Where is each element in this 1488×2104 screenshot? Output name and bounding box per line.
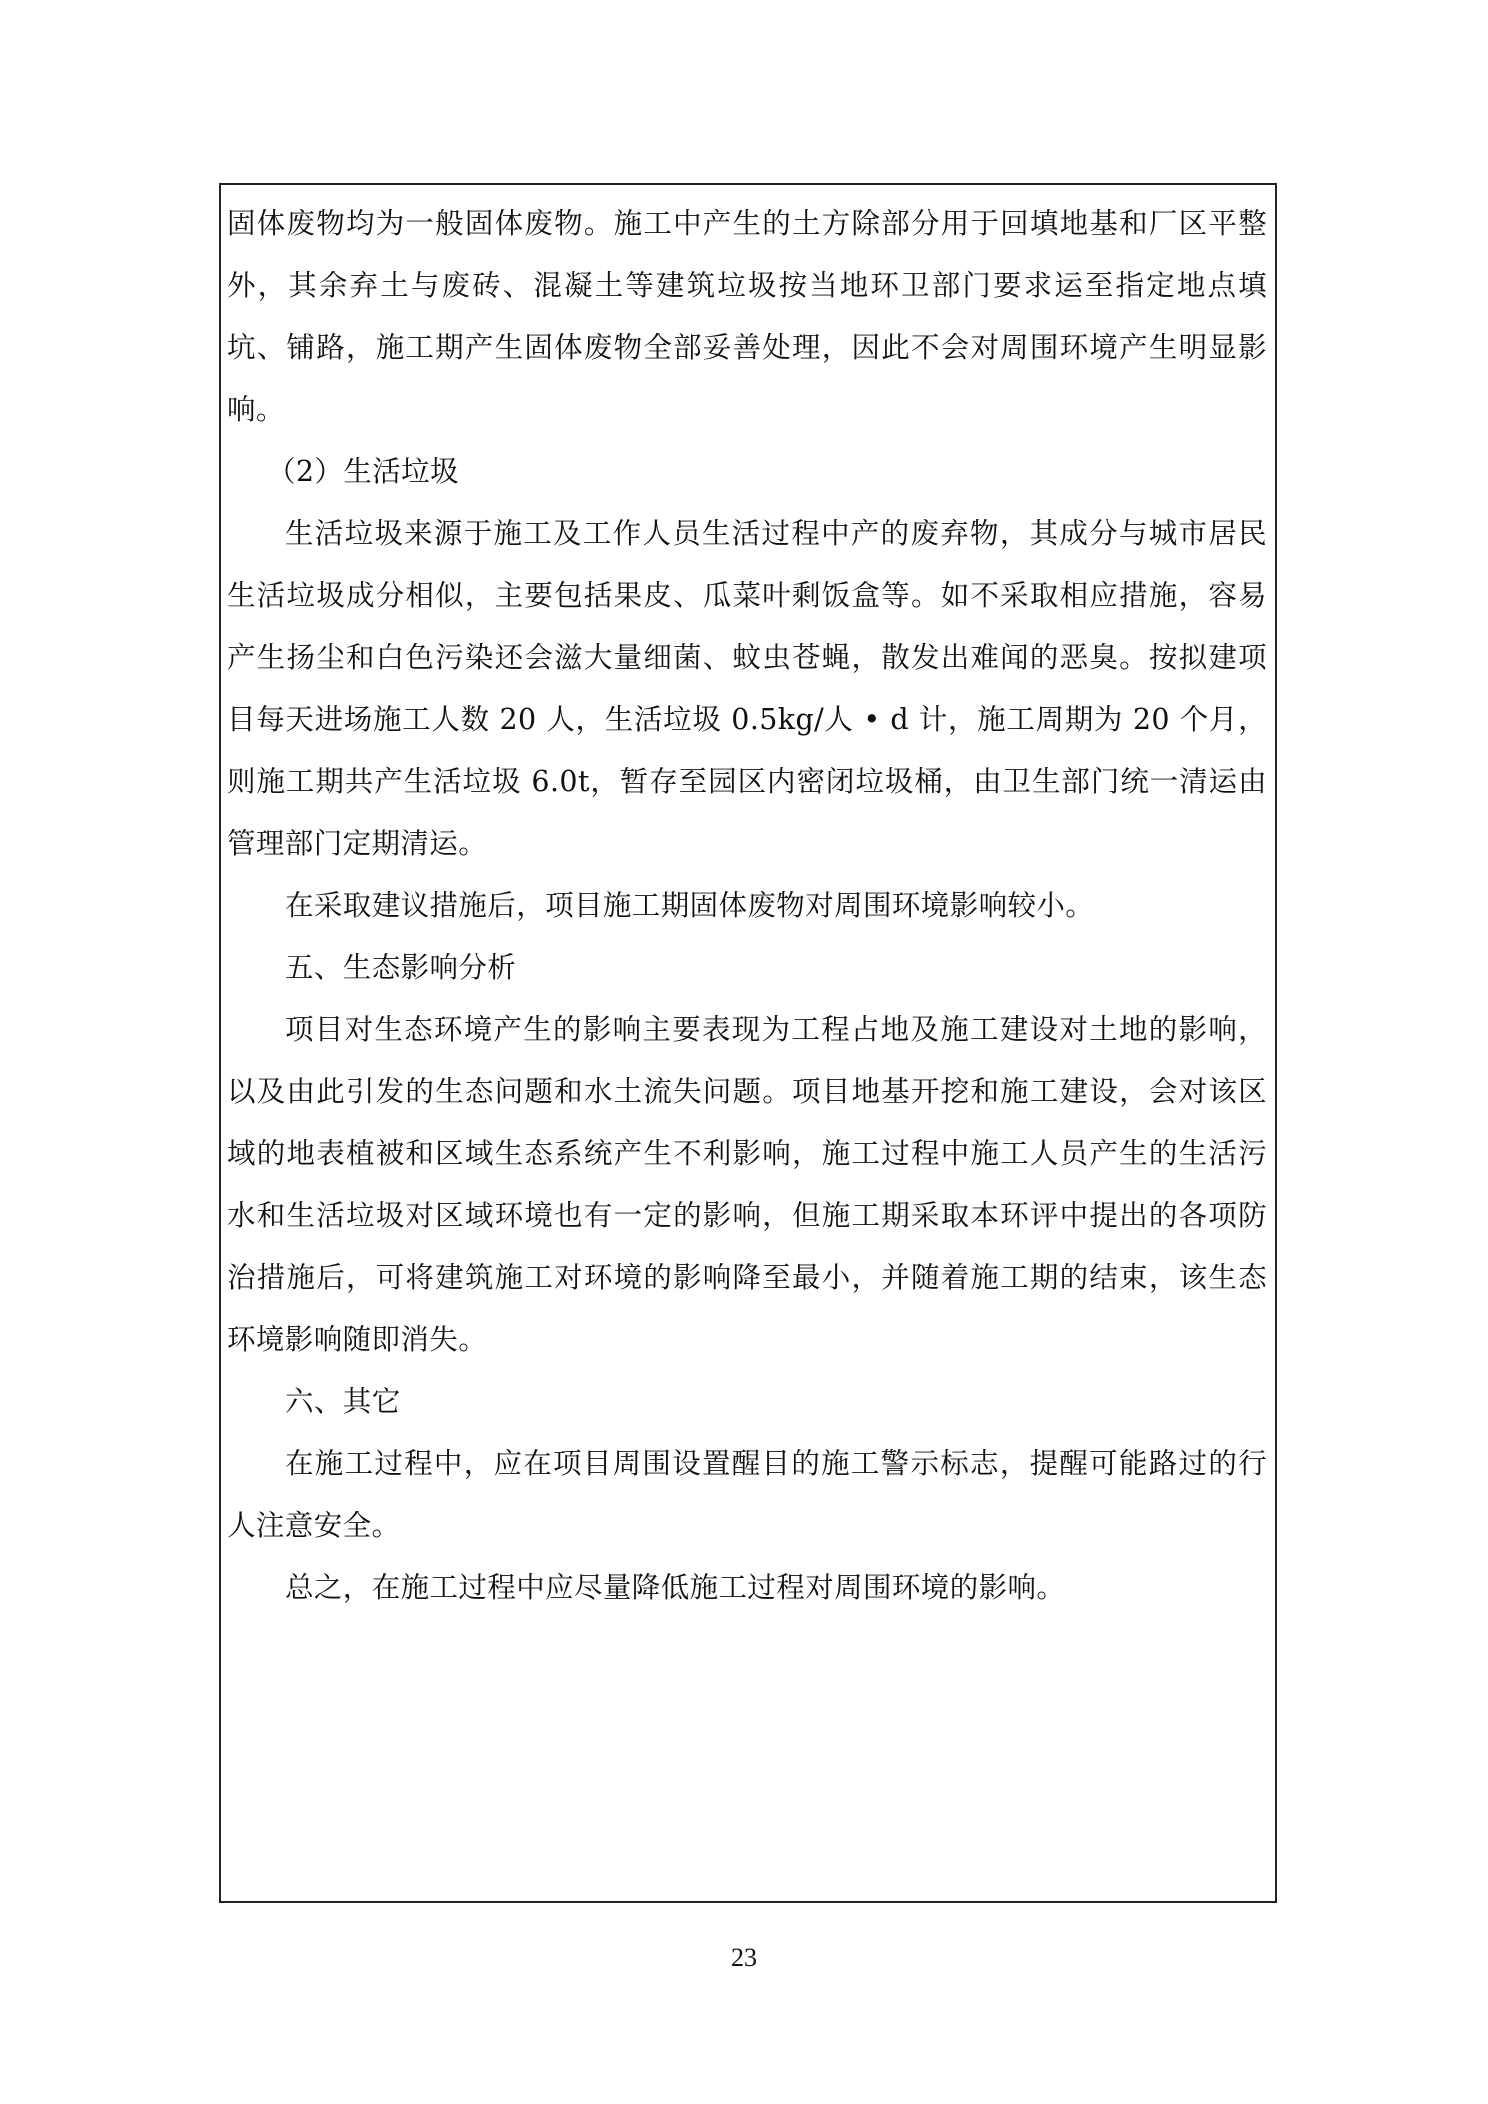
paragraph-solid-waste-continued: 固体废物均为一般固体废物。施工中产生的土方除部分用于回填地基和厂区平整外，其余弃土与废砖、混凝土等建筑垃圾按当地环卫部门要求运至指定地点填坑、铺路，施工期产生固体废物全部妥善处理，因此不会对周围环境产生明显影响。 bbox=[227, 207, 1267, 426]
paragraph-summary: 总之，在施工过程中应尽量降低施工过程对周围环境的影响。 bbox=[285, 1571, 1066, 1604]
heading-other: 六、其它 bbox=[285, 1385, 401, 1418]
heading-ecological-impact: 五、生态影响分析 bbox=[285, 951, 517, 984]
subheading-domestic-waste: （2）生活垃圾 bbox=[267, 455, 459, 488]
page-number: 23 bbox=[731, 1943, 757, 1972]
paragraph-waste-conclusion: 在采取建议措施后，项目施工期固体废物对周围环境影响较小。 bbox=[285, 889, 1095, 922]
paragraph-ecological-impact: 项目对生态环境产生的影响主要表现为工程占地及施工建设对土地的影响，以及由此引发的生态问题和水土流失问题。项目地基开挖和施工建设，会对该区域的地表植被和区域生态系统产生不利影响，施工过程中施工人员产生的生活污水和生活垃圾对区域环境也有一定的影响，但施工期采取本环评中提出的各项防治措施后，可将建筑施工对环境的影响降至最小，并随着施工期的结束，该生态环境影响随即消失。 bbox=[227, 1013, 1267, 1356]
paragraph-domestic-waste: 生活垃圾来源于施工及工作人员生活过程中产的废弃物，其成分与城市居民生活垃圾成分相似，主要包括果皮、瓜菜叶剩饭盒等。如不采取相应措施，容易产生扬尘和白色污染还会滋大量细菌、蚊虫苍蝇，散发出难闻的恶臭。按拟建项目每天进场施工人数 20 人，生活垃圾 0.5kg/人 • d 计，施工周期为 20 个月，则施工期共产生活垃圾 6.0t，暂存至园区内密闭垃圾桶，由卫生部门统一清运由管理部门定期清运。 bbox=[227, 517, 1267, 860]
paragraph-safety-signs: 在施工过程中，应在项目周围设置醒目的施工警示标志，提醒可能路过的行人注意安全。 bbox=[227, 1447, 1267, 1542]
document-body bbox=[227, 193, 1267, 1619]
